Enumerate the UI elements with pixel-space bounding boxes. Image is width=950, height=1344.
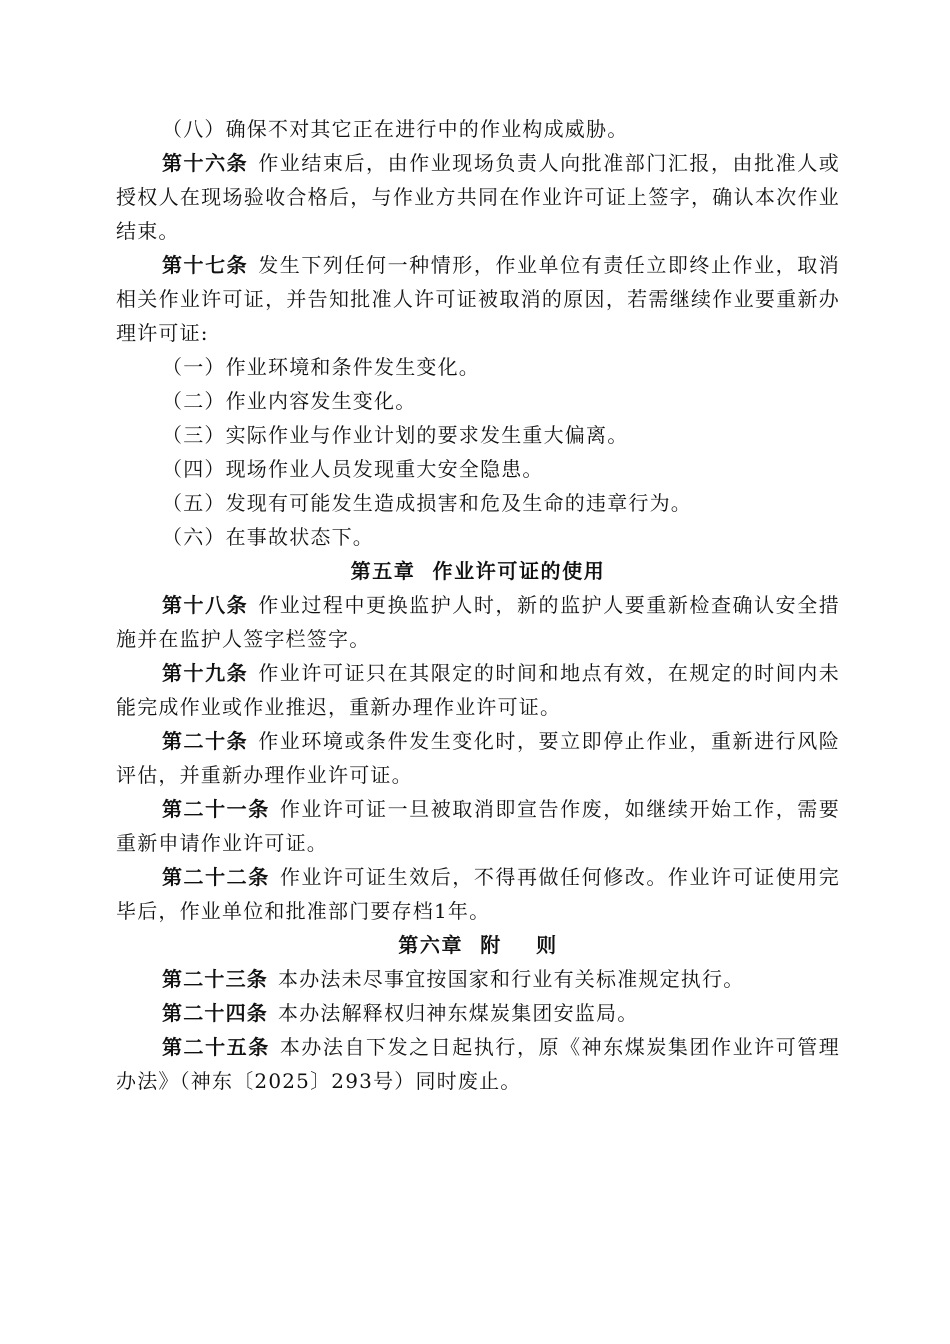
article-23 [116,962,840,996]
article-number: 第二十条 [162,729,249,753]
list-item: （三）实际作业与作业计划的要求发生重大偏离。 [162,423,629,447]
article-number: 第十九条 [162,661,249,685]
article-20 [116,724,840,792]
list-item: （五）发现有可能发生造成损害和危及生命的违章行为。 [162,491,692,515]
article-25 [116,1030,840,1098]
list-item: （一）作业环境和条件发生变化。 [162,355,480,379]
article-text: 发生下列任何一种情形，作业单位有责任立即终止作业，取消相关作业许可证，并告知批准人许可证被取消的原因，若需继续作业要重新办理许可证: [116,253,840,345]
article-16 [116,146,840,248]
list-item: （八）确保不对其它正在进行中的作业构成威胁。 [162,117,629,141]
article-number: 第十七条 [162,253,249,277]
article-text: 作业许可证只在其限定的时间和地点有效，在规定的时间内未能完成作业或作业推迟，重新办理作业许可证。 [116,661,840,719]
article-text: 作业许可证生效后，不得再做任何修改。作业许可证使用完毕后，作业单位和批准部门要存档1年。 [116,865,841,923]
article-text: 本办法解释权归神东煤炭集团安监局。 [278,1001,639,1025]
article-number: 第二十一条 [162,797,270,821]
article-text: 作业结束后，由作业现场负责人向批准部门汇报，由批准人或授权人在现场验收合格后，与作业方共同在作业许可证上签字，确认本次作业结束。 [116,151,840,243]
article-text: 作业环境或条件发生变化时，要立即停止作业，重新进行风险评估，并重新办理作业许可证。 [116,729,840,787]
article-18 [116,588,840,656]
article-22 [116,860,840,928]
article-number: 第二十二条 [162,865,270,889]
article-17 [116,248,840,350]
article-24 [116,996,840,1030]
article-number: 第十八条 [162,593,249,617]
article-text: 本办法未尽事宜按国家和行业有关标准规定执行。 [278,967,745,991]
document-page [116,112,840,1098]
list-item: （六）在事故状态下。 [162,525,374,549]
article-text: 作业许可证一旦被取消即宣告作废，如继续开始工作，需要重新申请作业许可证。 [116,797,841,855]
chapter-heading: 第五章 作业许可证的使用 [350,559,606,583]
article-number: 第二十四条 [162,1001,268,1025]
article-21 [116,792,840,860]
article-text: 本办法自下发之日起执行，原《神东煤炭集团作业许可管理办法》（神东〔2025〕293号）同时废止。 [116,1035,841,1093]
chapter-heading: 第六章 附 则 [398,933,558,957]
list-item: （四）现场作业人员发现重大安全隐患。 [162,457,544,481]
article-number: 第十六条 [162,151,249,175]
article-text: 作业过程中更换监护人时，新的监护人要重新检查确认安全措施并在监护人签字栏签字。 [116,593,840,651]
list-item: （二）作业内容发生变化。 [162,389,417,413]
article-number: 第二十五条 [162,1035,270,1059]
article-19 [116,656,840,724]
article-number: 第二十三条 [162,967,268,991]
